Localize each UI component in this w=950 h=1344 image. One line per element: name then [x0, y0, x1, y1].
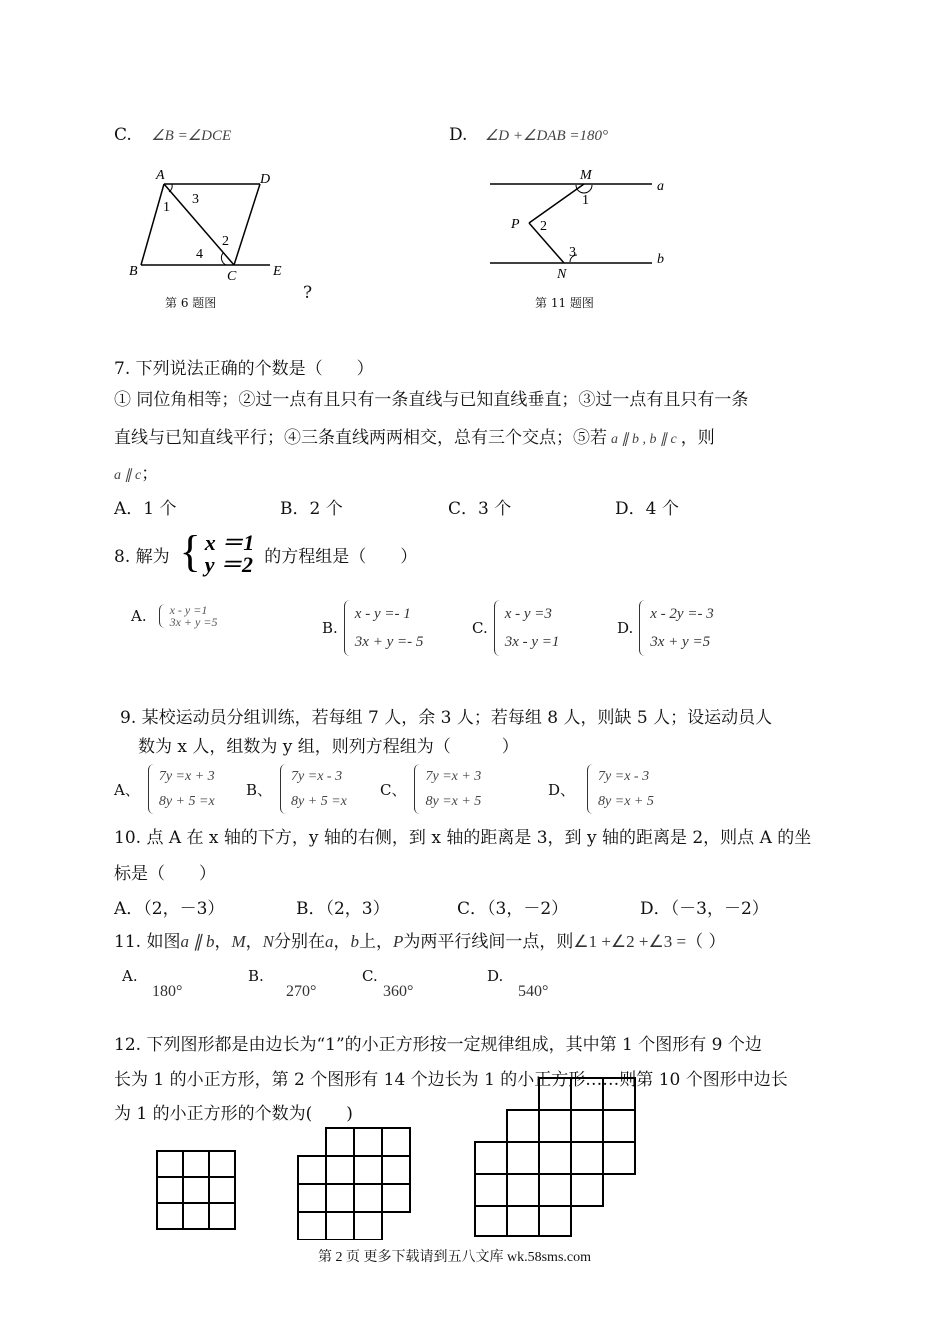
q11-stem-math-1: a ∥ b — [180, 932, 215, 951]
q11-stem-g: 为两平行线间一点，则 — [403, 932, 574, 952]
q8-option-b-label: B. — [322, 619, 338, 637]
q8-option-b — [322, 600, 423, 656]
q8-option-b-row-2: 3x + y =- 5 — [354, 634, 424, 650]
q6-option-c-label: C. — [114, 125, 132, 145]
q11-option-c-value: 360° — [383, 983, 414, 1000]
q11-stem-math-5: b — [350, 932, 359, 951]
q8-option-d-row-1: x - 2y =- 3 — [650, 606, 714, 622]
q10-option-d: D．（－3，－2） — [640, 899, 769, 919]
q11-stem-math-6: P — [392, 932, 404, 951]
q11-option-c-label: C. — [362, 967, 378, 985]
fig6-angle-2: 2 — [222, 234, 229, 249]
fig11-label-b: b — [657, 252, 664, 267]
q7-option-b: B．2 个 — [280, 499, 343, 519]
fig11-label-n: N — [557, 267, 567, 282]
q8-option-c-row-1: x - y =3 — [504, 606, 552, 622]
q7-option-a: A．1 个 — [114, 499, 177, 519]
q8-option-c-row-2: 3x - y =1 — [504, 634, 560, 650]
q11-option-a-label: A. — [122, 967, 138, 985]
q11-stem-math-7: ∠1 +∠2 +∠3 = — [573, 932, 687, 951]
q8-stem — [114, 527, 418, 577]
q8-option-a-row-1: x - y =1 — [169, 603, 208, 617]
q11-stem-f: 上， — [358, 932, 393, 952]
q11-stem-math-4: a — [324, 932, 334, 951]
q8-option-a-row-2: 3x + y =5 — [169, 615, 218, 629]
page-footer: 第 2 页 更多下载请到五八文库 wk.58sms.com — [318, 1250, 591, 1265]
q6-option-c — [114, 125, 231, 145]
q8-stem-text-a: 8. 解为 — [114, 546, 170, 567]
q9-option-c-row-2: 8y =x + 5 — [425, 794, 482, 809]
q9-option-a-row-1: 7y =x + 3 — [158, 769, 215, 784]
q7-line-3-math: a ∥ c — [114, 468, 142, 483]
q12-line-3: 为 1 的小正方形的个数为( ) — [114, 1104, 353, 1124]
q6-option-d-math: ∠D +∠DAB =180° — [484, 128, 608, 144]
q8-option-a — [131, 604, 217, 628]
fig6-label-d: D — [260, 172, 271, 187]
q7-line-3 — [114, 460, 158, 490]
q9-option-b — [246, 764, 347, 814]
fig6-label-a: A — [156, 168, 165, 183]
q8-stem-text-b: 的方程组是（ ） — [264, 546, 418, 567]
q8-option-c — [472, 600, 559, 656]
q11-stem — [114, 928, 726, 956]
q12-figure-1-grid — [150, 1145, 245, 1235]
q11-stem-h: （ ） — [686, 932, 726, 952]
fig6-label-e: E — [273, 264, 282, 279]
q9-line-1: 9. 某校运动员分组训练，若每组 7 人，余 3 人；若每组 8 人，则缺 5 人；设运动员人 — [120, 708, 773, 728]
fig11-caption: 第 11 题图 — [535, 296, 594, 310]
fig11-angle-1: 1 — [582, 193, 589, 208]
fig11-angle-3: 3 — [569, 245, 576, 260]
q8-brace: { — [179, 527, 201, 576]
q8-option-d-row-2: 3x + y =5 — [650, 634, 711, 650]
q7-line-3-text: ； — [141, 464, 159, 484]
q11-option-d-label: D. — [487, 967, 504, 985]
q11-option-b-label: B. — [248, 967, 264, 985]
q11-stem-d: 分别在 — [273, 932, 325, 952]
q9-option-b-label: B、 — [246, 780, 273, 799]
q6-option-c-math: ∠B =∠DCE — [151, 128, 232, 144]
q12-figure-2-grid — [290, 1125, 420, 1240]
q7-stem: 7. 下列说法正确的个数是（ ） — [114, 359, 374, 379]
q11-stem-c: ， — [245, 932, 263, 952]
q9-option-d-label: D、 — [548, 780, 576, 799]
q7-option-c: C．3 个 — [448, 499, 512, 519]
fig11-label-a: a — [657, 179, 664, 194]
fig6-angle-4: 4 — [196, 247, 203, 262]
q10-option-c: C．（3，－2） — [457, 899, 569, 919]
q11-option-d-value: 540° — [518, 983, 549, 1000]
q9-option-c-row-1: 7y =x + 3 — [425, 769, 482, 784]
figure-6-parallelogram — [120, 165, 300, 285]
q9-option-d-row-1: 7y =x - 3 — [598, 769, 650, 784]
q10-line-1: 10. 点 A 在 x 轴的下方，y 轴的右侧，到 x 轴的距离是 3，到 y 轴的距离是 2，则点 A 的坐 — [114, 828, 812, 848]
q11-stem-a: 11. 如图 — [114, 932, 181, 952]
q6-option-d — [449, 125, 608, 145]
q10-option-a: A．（2，－3） — [114, 899, 225, 919]
fig11-label-m: M — [580, 168, 592, 183]
q9-option-a-row-2: 8y + 5 =x — [158, 794, 215, 809]
q9-option-c — [380, 764, 481, 814]
q8-option-d-label: D. — [617, 619, 634, 637]
figure-11-parallel-lines — [480, 160, 680, 285]
q8-option-b-row-1: x - y =- 1 — [354, 606, 411, 622]
q7-option-d: D．4 个 — [615, 499, 679, 519]
q8-solution-system — [179, 527, 255, 577]
q11-option-a-value: 180° — [152, 983, 183, 1000]
q6-option-d-label: D. — [449, 125, 468, 145]
q8-option-c-label: C. — [472, 619, 488, 637]
q9-option-b-row-2: 8y + 5 =x — [291, 794, 347, 809]
q11-stem-math-3: N — [262, 932, 274, 951]
q8-solution-x: x ＝1 — [204, 530, 255, 555]
fig6-caption: 第 6 题图 — [165, 296, 217, 310]
q7-line-2-text-a: 直线与已知直线平行；④三条直线两两相交，总有三个交点；⑤若 — [114, 428, 607, 448]
fig6-label-c: C — [227, 269, 237, 284]
q11-option-b-value: 270° — [286, 983, 317, 1000]
fig6-label-b: B — [129, 264, 138, 279]
q12-line-1: 12. 下列图形都是由边长为“1”的小正方形按一定规律组成，其中第 1 个图形有 9 个边 — [114, 1035, 762, 1055]
q8-option-a-label: A. — [131, 607, 147, 625]
q8-option-d — [617, 600, 714, 656]
q9-option-a-label: A、 — [114, 780, 140, 799]
fig11-angle-2: 2 — [540, 219, 547, 234]
q9-line-2: 数为 x 人，组数为 y 组，则列方程组为（ ） — [138, 737, 519, 757]
fig6-angle-3: 3 — [192, 192, 199, 207]
q12-figure-3-grid — [470, 1075, 640, 1240]
q10-option-b: B．（2，3） — [296, 899, 390, 919]
q9-option-c-label: C、 — [380, 780, 407, 799]
q11-stem-b: ， — [214, 932, 232, 952]
q7-line-1: ① 同位角相等；②过一点有且只有一条直线与已知直线垂直；③过一点有且只有一条 — [114, 390, 749, 410]
fig6-angle-1: 1 — [163, 200, 170, 215]
q11-stem-math-2: M — [231, 932, 246, 951]
q12-line-2: 长为 1 的小正方形，第 2 个图形有 14 个边长为 1 的小正方形……则第 10 个图形中边长 — [114, 1070, 788, 1090]
q7-line-2 — [114, 424, 715, 454]
q8-solution-y: y ＝2 — [204, 552, 254, 577]
q11-stem-e: ， — [333, 932, 351, 952]
q9-option-a — [114, 764, 215, 814]
q7-line-2-text-b: ，则 — [680, 428, 715, 448]
q10-line-2: 标是（ ） — [114, 864, 216, 884]
q7-line-2-math: a ∥ b , b ∥ c — [611, 432, 677, 447]
stray-question-mark: ? — [303, 283, 313, 303]
fig11-label-p: P — [511, 217, 520, 232]
q9-option-d-row-2: 8y =x + 5 — [598, 794, 654, 809]
q9-option-b-row-1: 7y =x - 3 — [291, 769, 343, 784]
q9-option-d — [548, 764, 654, 814]
